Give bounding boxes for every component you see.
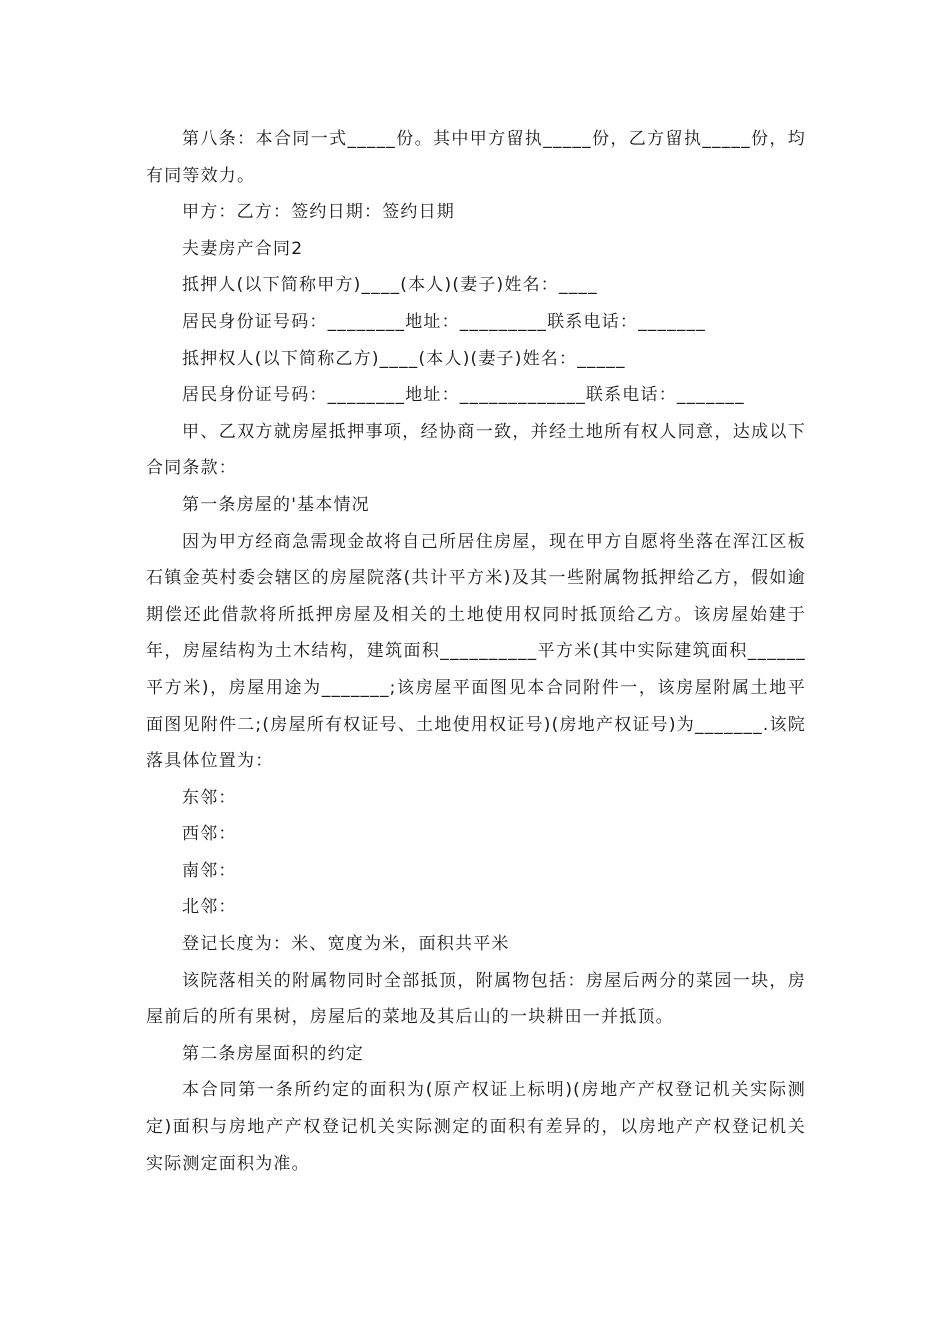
signature-line: 甲方：乙方：签约日期：签约日期	[182, 202, 455, 223]
mortgagee-id-address: 居民身份证号码：________地址：_____________联系电话：_______	[182, 385, 745, 406]
north-neighbor: 北邻：	[182, 897, 237, 918]
article-8-copies: 第八条：本合同一式_____份。其中甲方留执_____份，乙方留执_____份，均有同等效力。	[146, 129, 806, 186]
attachments-clause: 该院落相关的附属物同时全部抵顶，附属物包括：房屋后两分的菜园一块，房屋前后的所有果树，房屋后的菜地及其后山的一块耕田一并抵顶。	[146, 970, 806, 1028]
east-neighbor: 东邻：	[182, 787, 237, 808]
south-neighbor: 南邻：	[182, 860, 237, 881]
contract-2-title: 夫妻房产合同2	[182, 238, 304, 259]
mortgagor-id-address: 居民身份证号码：________地址：_________联系电话：_______	[182, 311, 706, 332]
mortgagee-name: 抵押权人(以下简称乙方)____(本人)(妻子)姓名：_____	[182, 348, 626, 369]
article-1-heading: 第一条房屋的'基本情况	[182, 494, 370, 515]
west-neighbor: 西邻：	[182, 824, 237, 845]
article-2-body: 本合同第一条所约定的面积为(原产权证上标明)(房地产产权登记机关实际测定)面积与房地产产权登记机关实际测定的面积有差异的，以房地产产权登记机关实际测定面积为准。	[146, 1080, 806, 1174]
mortgagor-name: 抵押人(以下简称甲方)____(本人)(妻子)姓名：____	[182, 275, 598, 296]
article-2-heading: 第二条房屋面积的约定	[182, 1043, 364, 1064]
agreement-preamble: 甲、乙双方就房屋抵押事项，经协商一致，并经土地所有权人同意，达成以下合同条款：	[146, 421, 806, 479]
article-1-body: 因为甲方经商急需现金故将自己所居住房屋，现在甲方自愿将坐落在浑江区板石镇金英村委会辖区的房屋院落(共计平方米)及其一些附属物抵押给乙方，假如逾期偿还此借款将所抵押房屋及相关的土地使用权同时抵顶给乙方。该房屋始建于年，房屋结构为土木结构，建筑面积__________平方米(其中实际建筑面积______平方米)，房屋用途为_______;该房屋平面图见本合同附件一，该房屋附属土地平面图见附件二;(房屋所有权证号、土地使用权证号)(房地产权证号)为_______.该院落具体位置为：	[146, 531, 806, 772]
document-body	[146, 121, 806, 1182]
registered-dimensions: 登记长度为：米、宽度为米，面积共平米	[182, 934, 510, 955]
